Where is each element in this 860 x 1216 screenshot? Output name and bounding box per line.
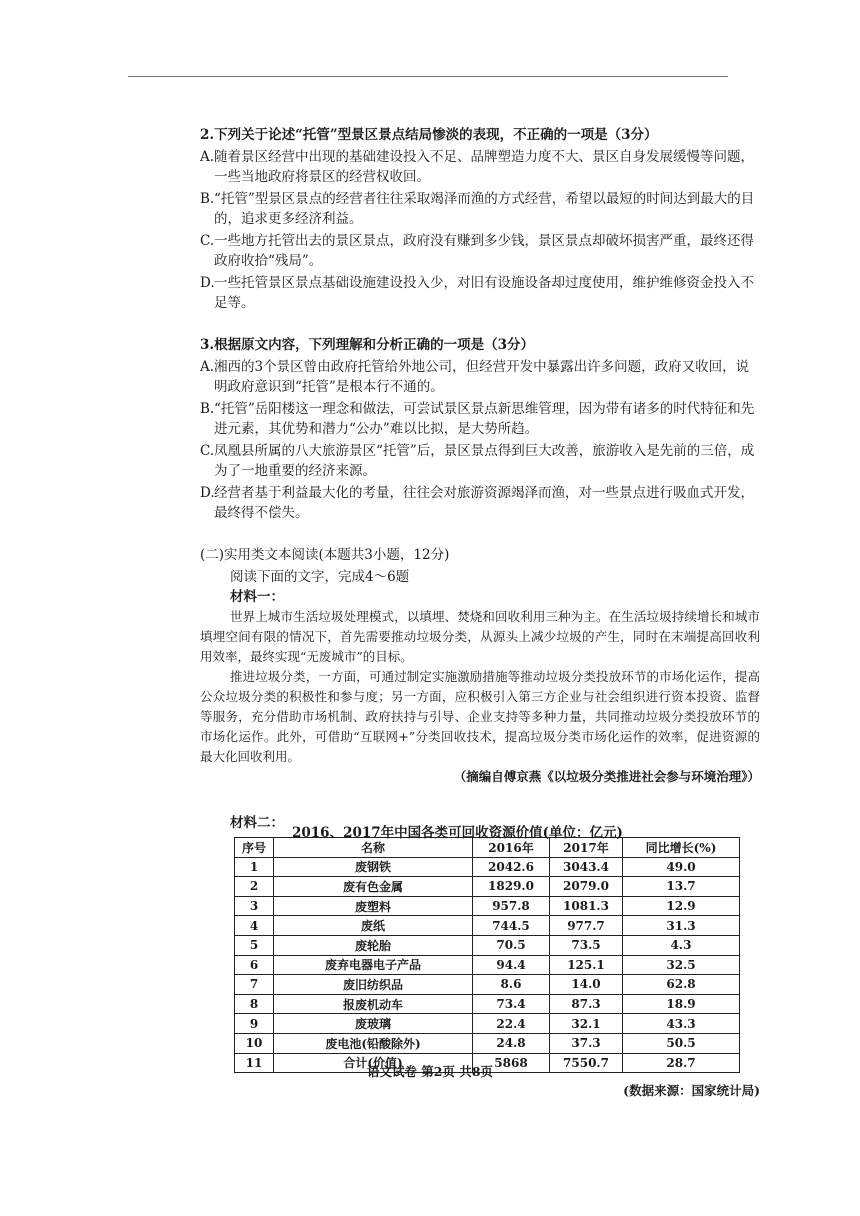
cell-2017: 32.1 xyxy=(550,1014,623,1034)
cell-growth: 43.3 xyxy=(623,1014,740,1034)
cell-2016: 94.4 xyxy=(473,955,550,975)
cell-name: 废轮胎 xyxy=(274,935,473,955)
option-letter: C. xyxy=(200,233,215,249)
cell-growth: 32.5 xyxy=(623,955,740,975)
question-3-option-c xyxy=(200,441,760,481)
question-3 xyxy=(200,335,760,523)
cell-name: 废旧纺织品 xyxy=(274,975,473,995)
table-row xyxy=(235,857,740,877)
material-1-paragraph-2: 推进垃圾分类，一方面，可通过制定实施激励措施等推动垃圾分类投放环节的市场化运作，提高公众垃圾分类的积极性和参与度；另一方面，应积极引入第三方企业与社会组织进行资本投资、监督等服务，充分借助市场机制、政府扶持与引导、企业支持等多种力量，共同推动垃圾分类投放环节的市场化运作。此外，可借助“互联网+”分类回收技术，提高垃圾分类市场化运作的效率，促进资源的最大化回收利用。 xyxy=(200,669,760,764)
table-row xyxy=(235,1014,740,1034)
question-2-option-a xyxy=(200,147,760,187)
cell-2017: 87.3 xyxy=(550,994,623,1014)
header-cell-name: 名称 xyxy=(274,838,473,858)
cell-2017: 14.0 xyxy=(550,975,623,995)
cell-2016: 70.5 xyxy=(473,935,550,955)
cell-2017: 2079.0 xyxy=(550,877,623,897)
option-letter: D. xyxy=(200,275,215,291)
table-row xyxy=(235,935,740,955)
cell-no: 5 xyxy=(235,935,274,955)
table-row xyxy=(235,1033,740,1053)
cell-growth: 50.5 xyxy=(623,1033,740,1053)
option-letter: C. xyxy=(200,443,215,459)
question-3-option-a xyxy=(200,357,760,397)
option-letter: A. xyxy=(200,359,215,375)
table-row xyxy=(235,955,740,975)
cell-name: 废塑料 xyxy=(274,896,473,916)
material-2-header xyxy=(200,801,760,841)
question-3-option-b xyxy=(200,399,760,439)
cell-2017: 7550.7 xyxy=(550,1053,623,1073)
cell-2016: 1829.0 xyxy=(473,877,550,897)
header-cell-2017: 2017年 xyxy=(550,838,623,858)
option-text: 随着景区经营中出现的基础建设投入不足、品牌塑造力度不大、景区自身发展缓慢等问题，一些当地政府将景区的经营权收回。 xyxy=(214,149,754,185)
option-text: “托管”型景区景点的经营者往往采取竭泽而渔的方式经营，希望以最短的时间达到最大的目的，追求更多经济利益。 xyxy=(214,191,755,227)
cell-2016: 22.4 xyxy=(473,1014,550,1034)
option-text: 凤凰县所属的八大旅游景区“托管”后，景区景点得到巨大改善，旅游收入是先前的三倍，成为了一地重要的经济来源。 xyxy=(214,443,755,479)
cell-name: 合计(价值) xyxy=(274,1053,473,1073)
cell-growth: 28.7 xyxy=(623,1053,740,1073)
section-heading: (二)实用类文本阅读(本题共3小题，12分) xyxy=(200,547,450,563)
cell-growth: 4.3 xyxy=(623,935,740,955)
cell-no: 11 xyxy=(235,1053,274,1073)
cell-growth: 13.7 xyxy=(623,877,740,897)
material-1-label: 材料一： xyxy=(230,589,284,605)
cell-2017: 977.7 xyxy=(550,916,623,936)
cell-2017: 37.3 xyxy=(550,1033,623,1053)
cell-no: 4 xyxy=(235,916,274,936)
cell-2016: 744.5 xyxy=(473,916,550,936)
option-letter: D. xyxy=(200,485,215,501)
material-1-paragraph-1: 世界上城市生活垃圾处理模式，以填埋、焚烧和回收利用三种为主。在生活垃圾持续增长和城市填埋空间有限的情况下，首先需要推动垃圾分类，从源头上减少垃圾的产生，同时在末端提高回收利用效率，最终实现“无废城市”的目标。 xyxy=(200,609,760,664)
cell-no: 6 xyxy=(235,955,274,975)
cell-2016: 2042.6 xyxy=(473,857,550,877)
option-text: 一些地方托管出去的景区景点，政府没有赚到多少钱，景区景点却破坏损害严重，最终还得政府收拾“残局”。 xyxy=(214,233,754,269)
cell-2017: 1081.3 xyxy=(550,896,623,916)
cell-no: 7 xyxy=(235,975,274,995)
cell-no: 10 xyxy=(235,1033,274,1053)
header-cell-2016: 2016年 xyxy=(473,838,550,858)
table-title: 2016、2017年中国各类可回收资源价值(单位：亿元) xyxy=(292,825,623,841)
header-rule xyxy=(128,76,728,77)
cell-2017: 3043.4 xyxy=(550,857,623,877)
cell-name: 废有色金属 xyxy=(274,877,473,897)
option-text: 经营者基于利益最大化的考量，往往会对旅游资源竭泽而渔，对一些景点进行吸血式开发，最终得不偿失。 xyxy=(214,485,754,521)
header-cell-growth: 同比增长(%) xyxy=(623,838,740,858)
cell-no: 1 xyxy=(235,857,274,877)
page-footer: 语文试卷 第2页 共8页 xyxy=(366,1064,494,1079)
cell-no: 3 xyxy=(235,896,274,916)
question-2 xyxy=(200,125,760,313)
table-row xyxy=(235,916,740,936)
cell-growth: 49.0 xyxy=(623,857,740,877)
option-text: “托管”岳阳楼这一理念和做法，可尝试景区景点新思维管理，因为带有诸多的时代特征和先进元素，其优势和潜力“公办”难以比拟，是大势所趋。 xyxy=(214,401,755,437)
cell-growth: 18.9 xyxy=(623,994,740,1014)
cell-no: 8 xyxy=(235,994,274,1014)
cell-name: 废弃电器电子产品 xyxy=(274,955,473,975)
cell-name: 废钢铁 xyxy=(274,857,473,877)
page-content xyxy=(200,125,760,1099)
cell-name: 报废机动车 xyxy=(274,994,473,1014)
material-2-label: 材料二： xyxy=(230,815,284,831)
cell-2016: 73.4 xyxy=(473,994,550,1014)
option-text: 一些托管景区景点基础设施建设投入少，对旧有设施设备却过度使用，维护维修资金投入不足等。 xyxy=(214,275,754,311)
option-letter: B. xyxy=(200,191,215,207)
question-2-stem: 2.下列关于论述“托管”型景区景点结局惨淡的表现，不正确的一项是（3分） xyxy=(200,127,658,143)
option-letter: B. xyxy=(200,401,215,417)
material-1-source: （摘编自傅京燕《以垃圾分类推进社会参与环境治理》） xyxy=(453,769,760,784)
section-practical-reading xyxy=(200,545,760,1099)
cell-growth: 12.9 xyxy=(623,896,740,916)
cell-growth: 62.8 xyxy=(623,975,740,995)
table-row xyxy=(235,994,740,1014)
cell-2016: 5868 xyxy=(473,1053,550,1073)
cell-2017: 125.1 xyxy=(550,955,623,975)
header-cell-no: 序号 xyxy=(235,838,274,858)
question-3-option-d xyxy=(200,483,760,523)
cell-name: 废玻璃 xyxy=(274,1014,473,1034)
cell-2016: 957.8 xyxy=(473,896,550,916)
table-data-source: (数据来源：国家统计局) xyxy=(623,1083,760,1099)
cell-2016: 24.8 xyxy=(473,1033,550,1053)
option-text: 湘西的3个景区曾由政府托管给外地公司，但经营开发中暴露出许多问题，政府又收回，说明政府意识到“托管”是根本行不通的。 xyxy=(214,359,750,395)
question-2-option-d xyxy=(200,273,760,313)
cell-name: 废纸 xyxy=(274,916,473,936)
question-2-option-b xyxy=(200,189,760,229)
reading-instruction: 阅读下面的文字，完成4～6题 xyxy=(230,569,410,585)
question-2-option-c xyxy=(200,231,760,271)
recyclable-resources-table xyxy=(234,837,740,1073)
table-row xyxy=(235,877,740,897)
cell-no: 2 xyxy=(235,877,274,897)
cell-no: 9 xyxy=(235,1014,274,1034)
cell-2016: 8.6 xyxy=(473,975,550,995)
table-row xyxy=(235,896,740,916)
cell-growth: 31.3 xyxy=(623,916,740,936)
table-row xyxy=(235,975,740,995)
question-3-stem: 3.根据原文内容，下列理解和分析正确的一项是（3分） xyxy=(200,337,534,353)
option-letter: A. xyxy=(200,149,215,165)
cell-name: 废电池(铅酸除外) xyxy=(274,1033,473,1053)
cell-2017: 73.5 xyxy=(550,935,623,955)
